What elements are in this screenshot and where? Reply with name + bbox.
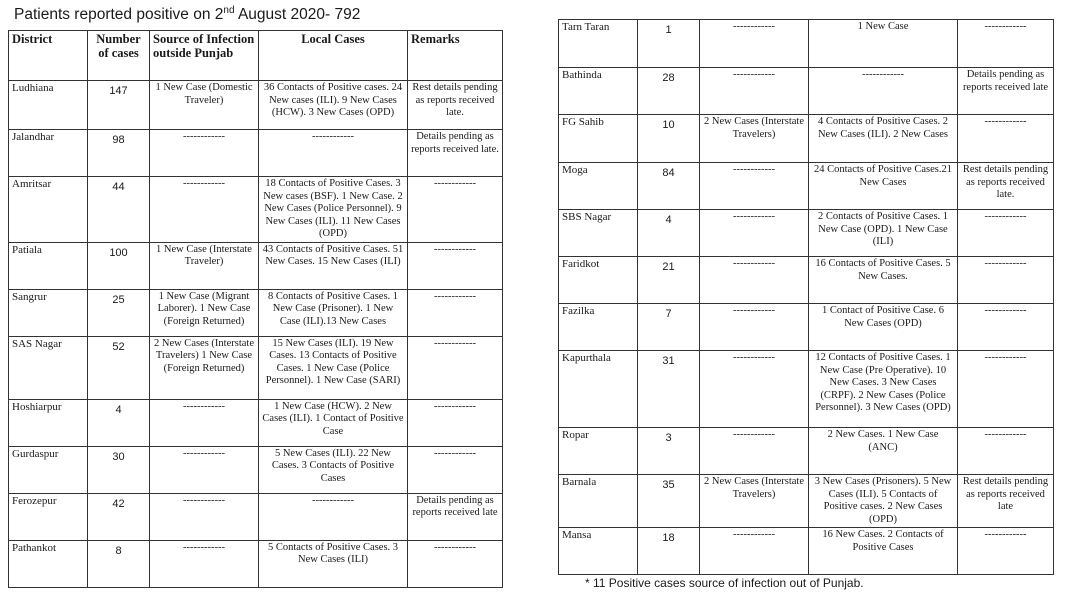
remarks-cell: ------------ <box>958 20 1054 68</box>
district-cell: Pathankot <box>9 540 88 587</box>
district-cell: Sangrur <box>9 289 88 336</box>
table-row <box>9 177 503 243</box>
remarks-cell: ------------ <box>408 540 503 587</box>
remarks-cell: Rest details pending as reports received late. <box>408 81 503 130</box>
district-cell: Ferozepur <box>9 493 88 540</box>
district-cell: Amritsar <box>9 177 88 243</box>
table-row <box>559 304 1054 351</box>
number-cell: 3 <box>638 428 700 475</box>
local-cases-cell: 16 New Cases. 2 Contacts of Positive Cases <box>809 528 958 575</box>
table-row <box>559 20 1054 68</box>
number-cell: 35 <box>638 475 700 528</box>
remarks-cell: Details pending as reports received late. <box>408 130 503 177</box>
source-cell: 1 New Case (Interstate Traveler) <box>150 242 259 289</box>
cases-table-right <box>558 19 1054 575</box>
number-cell: 8 <box>88 540 150 587</box>
district-cell: Tarn Taran <box>559 20 638 68</box>
header-number: Number of cases <box>88 31 150 81</box>
source-cell: ------------ <box>150 130 259 177</box>
source-cell: ------------ <box>700 257 809 304</box>
number-cell: 4 <box>88 399 150 446</box>
local-cases-cell: 16 Contacts of Positive Cases. 5 New Cases. <box>809 257 958 304</box>
local-cases-cell: ------------ <box>259 130 408 177</box>
number-cell: 18 <box>638 528 700 575</box>
table-row <box>559 528 1054 575</box>
district-cell: Moga <box>559 163 638 210</box>
source-cell: 2 New Cases (Interstate Travelers) <box>700 115 809 163</box>
local-cases-cell: ------------ <box>809 68 958 115</box>
number-cell: 7 <box>638 304 700 351</box>
remarks-cell: ------------ <box>958 428 1054 475</box>
table-row <box>9 336 503 399</box>
source-cell: ------------ <box>700 68 809 115</box>
source-cell: 1 New Case (Migrant Laborer). 1 New Case (Foreign Returned) <box>150 289 259 336</box>
number-cell: 25 <box>88 289 150 336</box>
district-cell: SAS Nagar <box>9 336 88 399</box>
number-cell: 10 <box>638 115 700 163</box>
local-cases-cell: 4 Contacts of Positive Cases. 2 New Cases (ILI). 2 New Cases <box>809 115 958 163</box>
source-cell: 1 New Case (Domestic Traveler) <box>150 81 259 130</box>
local-cases-cell: 8 Contacts of Positive Cases. 1 New Case (Prisoner). 1 New Case (ILI).13 New Cases <box>259 289 408 336</box>
remarks-cell: ------------ <box>958 528 1054 575</box>
number-cell: 98 <box>88 130 150 177</box>
district-cell: Patiala <box>9 242 88 289</box>
number-cell: 30 <box>88 446 150 493</box>
remarks-cell: ------------ <box>408 177 503 243</box>
local-cases-cell: 43 Contacts of Positive Cases. 51 New Cases. 15 New Cases (ILI) <box>259 242 408 289</box>
header-source: Source of Infection outside Punjab <box>150 31 259 81</box>
remarks-cell: ------------ <box>958 257 1054 304</box>
header-local: Local Cases <box>259 31 408 81</box>
source-cell: ------------ <box>150 493 259 540</box>
local-cases-cell: 2 Contacts of Positive Cases. 1 New Case (OPD). 1 New Case (ILI) <box>809 210 958 257</box>
district-cell: SBS Nagar <box>559 210 638 257</box>
table-row <box>9 242 503 289</box>
district-cell: Jalandhar <box>9 130 88 177</box>
number-cell: 84 <box>638 163 700 210</box>
remarks-cell: ------------ <box>408 336 503 399</box>
local-cases-cell: 18 Contacts of Positive Cases. 3 New cases (BSF). 1 New Case. 2 New Cases (Police Personnel). 9 New Cases (ILI). 11 New Cases (OPD) <box>259 177 408 243</box>
table-row <box>9 446 503 493</box>
remarks-cell: ------------ <box>958 115 1054 163</box>
district-cell: Faridkot <box>559 257 638 304</box>
table-row <box>559 68 1054 115</box>
local-cases-cell: ------------ <box>259 493 408 540</box>
district-cell: FG Sahib <box>559 115 638 163</box>
source-cell: ------------ <box>700 20 809 68</box>
remarks-cell: ------------ <box>408 289 503 336</box>
number-cell: 44 <box>88 177 150 243</box>
source-cell: 2 New Cases (Interstate Travelers) <box>700 475 809 528</box>
district-cell: Ludhiana <box>9 81 88 130</box>
table-row <box>9 289 503 336</box>
page-title: Patients reported positive on 2nd August 2020- 792 <box>14 5 361 23</box>
header-district: District <box>9 31 88 81</box>
remarks-cell: Details pending as reports received late <box>958 68 1054 115</box>
table-row <box>559 210 1054 257</box>
local-cases-cell: 5 New Cases (ILI). 22 New Cases. 3 Contacts of Positive Cases <box>259 446 408 493</box>
local-cases-cell: 15 New Cases (ILI). 19 New Cases. 13 Contacts of Positive Cases. 1 New Case (Police Personnel). 1 New Case (SARI) <box>259 336 408 399</box>
source-cell: ------------ <box>150 399 259 446</box>
local-cases-cell: 24 Contacts of Positive Cases.21 New Cases <box>809 163 958 210</box>
district-cell: Barnala <box>559 475 638 528</box>
header-remarks: Remarks <box>408 31 503 81</box>
footnote: * 11 Positive cases source of infection out of Punjab. <box>585 576 864 590</box>
source-cell: ------------ <box>700 351 809 428</box>
remarks-cell: ------------ <box>408 446 503 493</box>
district-cell: Bathinda <box>559 68 638 115</box>
number-cell: 21 <box>638 257 700 304</box>
source-cell: ------------ <box>150 177 259 243</box>
remarks-cell: Rest details pending as reports received late <box>958 475 1054 528</box>
remarks-cell: ------------ <box>408 399 503 446</box>
remarks-cell: ------------ <box>958 304 1054 351</box>
district-cell: Fazilka <box>559 304 638 351</box>
table-row <box>559 351 1054 428</box>
remarks-cell: Details pending as reports received late <box>408 493 503 540</box>
table-row <box>559 115 1054 163</box>
table-row <box>9 130 503 177</box>
number-cell: 1 <box>638 20 700 68</box>
table-row <box>9 81 503 130</box>
source-cell: ------------ <box>700 428 809 475</box>
local-cases-cell: 3 New Cases (Prisoners). 5 New Cases (ILI). 5 Contacts of Positive cases. 2 New Cases (OPD) <box>809 475 958 528</box>
local-cases-cell: 2 New Cases. 1 New Case (ANC) <box>809 428 958 475</box>
district-cell: Mansa <box>559 528 638 575</box>
source-cell: ------------ <box>700 210 809 257</box>
district-cell: Hoshiarpur <box>9 399 88 446</box>
source-cell: 2 New Cases (Interstate Travelers) 1 New Case (Foreign Returned) <box>150 336 259 399</box>
number-cell: 4 <box>638 210 700 257</box>
number-cell: 31 <box>638 351 700 428</box>
local-cases-cell: 1 New Case <box>809 20 958 68</box>
source-cell: ------------ <box>150 446 259 493</box>
remarks-cell: ------------ <box>958 210 1054 257</box>
source-cell: ------------ <box>150 540 259 587</box>
number-cell: 28 <box>638 68 700 115</box>
number-cell: 42 <box>88 493 150 540</box>
source-cell: ------------ <box>700 528 809 575</box>
number-cell: 52 <box>88 336 150 399</box>
district-cell: Gurdaspur <box>9 446 88 493</box>
district-cell: Kapurthala <box>559 351 638 428</box>
remarks-cell: ------------ <box>408 242 503 289</box>
local-cases-cell: 5 Contacts of Positive Cases. 3 New Cases (ILI) <box>259 540 408 587</box>
cases-table-left <box>8 30 503 588</box>
table-row <box>559 428 1054 475</box>
district-cell: Ropar <box>559 428 638 475</box>
local-cases-cell: 12 Contacts of Positive Cases. 1 New Case (Pre Operative). 10 New Cases. 3 New Cases (CRPF). 2 New Cases (Police Personnel). 3 New Cases (OPD) <box>809 351 958 428</box>
local-cases-cell: 36 Contacts of Positive cases. 24 New cases (ILI). 9 New Cases (HCW). 3 New Cases (OPD) <box>259 81 408 130</box>
table-row <box>559 257 1054 304</box>
number-cell: 100 <box>88 242 150 289</box>
table-row <box>9 399 503 446</box>
local-cases-cell: 1 Contact of Positive Case. 6 New Cases (OPD) <box>809 304 958 351</box>
remarks-cell: ------------ <box>958 351 1054 428</box>
table-row <box>559 163 1054 210</box>
source-cell: ------------ <box>700 304 809 351</box>
table-row <box>9 493 503 540</box>
remarks-cell: Rest details pending as reports received late. <box>958 163 1054 210</box>
number-cell: 147 <box>88 81 150 130</box>
table-row <box>559 475 1054 528</box>
source-cell: ------------ <box>700 163 809 210</box>
table-row <box>9 540 503 587</box>
local-cases-cell: 1 New Case (HCW). 2 New Cases (ILI). 1 Contact of Positive Case <box>259 399 408 446</box>
